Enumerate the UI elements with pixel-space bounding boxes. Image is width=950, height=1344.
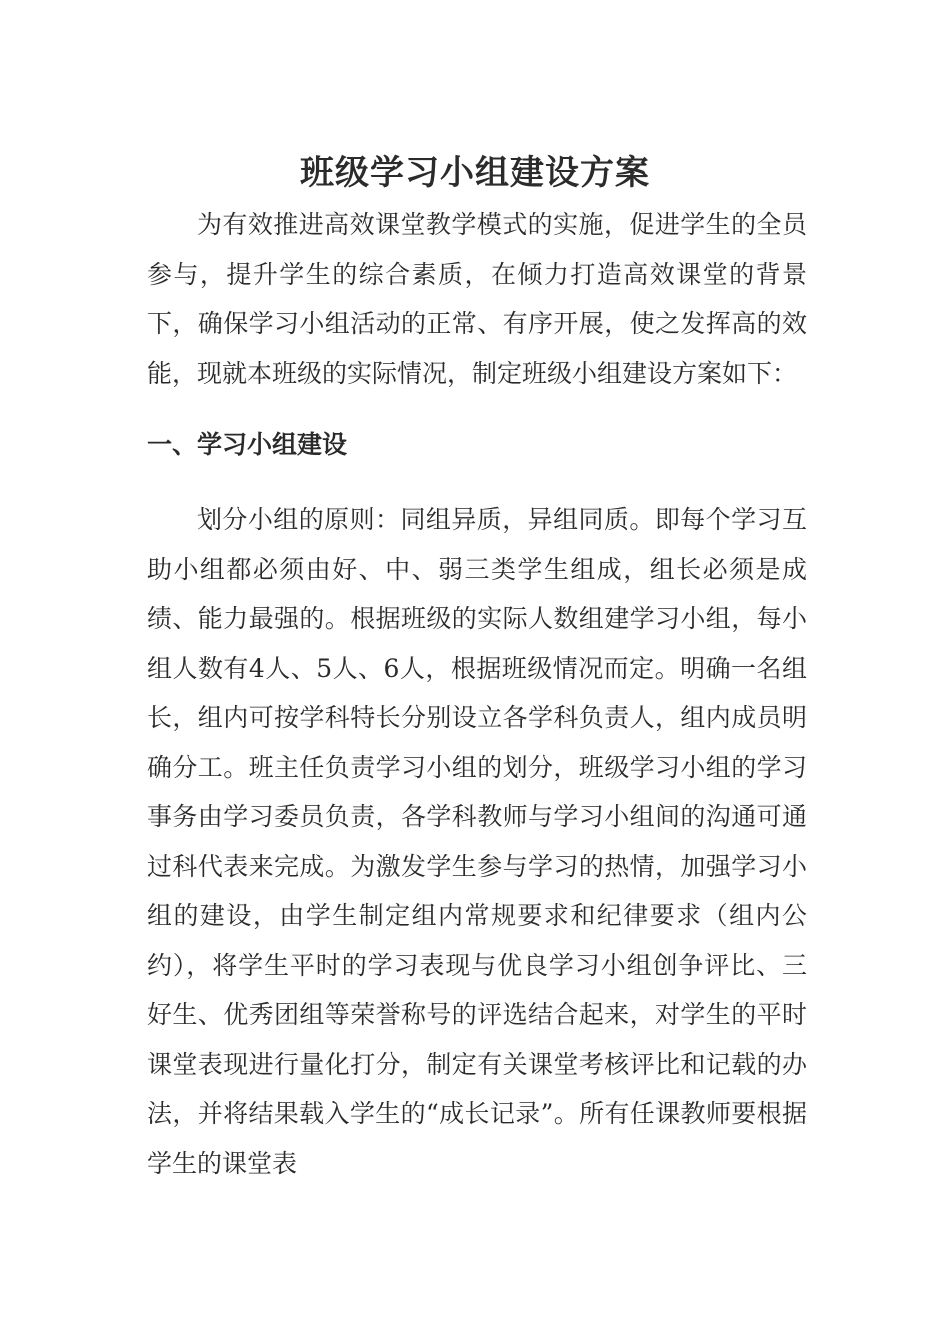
document-title: 班级学习小组建设方案 (300, 152, 650, 193)
section-paragraph: 划分小组的原则：同组异质，异组同质。即每个学习互助小组都必须由好、中、弱三类学生组成，组长必须是成绩、能力最强的。根据班级的实际人数组建学习小组，每小组人数有4人、5人、6人，根据班级情况而定。明确一名组长，组内可按学科特长分别设立各学科负责人，组内成员明确分工。班主任负责学习小组的划分，班级学习小组的学习事务由学习委员负责，各学科教师与学习小组间的沟通可通过科代表来完成。为激发学生参与学习的热情，加强学习小组的建设，由学生制定组内常规要求和纪律要求（组内公约），将学生平时的学习表现与优良学习小组创争评比、三好生、优秀团组等荣誉称号的评选结合起来，对学生的平时课堂表现进行量化打分，制定有关课堂考核评比和记载的办法，并将结果载入学生的“成长记录”。所有任课教师要根据学生的课堂表 (147, 505, 807, 1178)
intro-paragraph: 为有效推进高效课堂教学模式的实施，促进学生的全员参与，提升学生的综合素质，在倾力打造高效课堂的背景下，确保学习小组活动的正常、有序开展，使之发挥高的效能，现就本班级的实际情况，制定班级小组建设方案如下： (147, 210, 807, 388)
section-heading: 一、学习小组建设 (147, 430, 348, 459)
